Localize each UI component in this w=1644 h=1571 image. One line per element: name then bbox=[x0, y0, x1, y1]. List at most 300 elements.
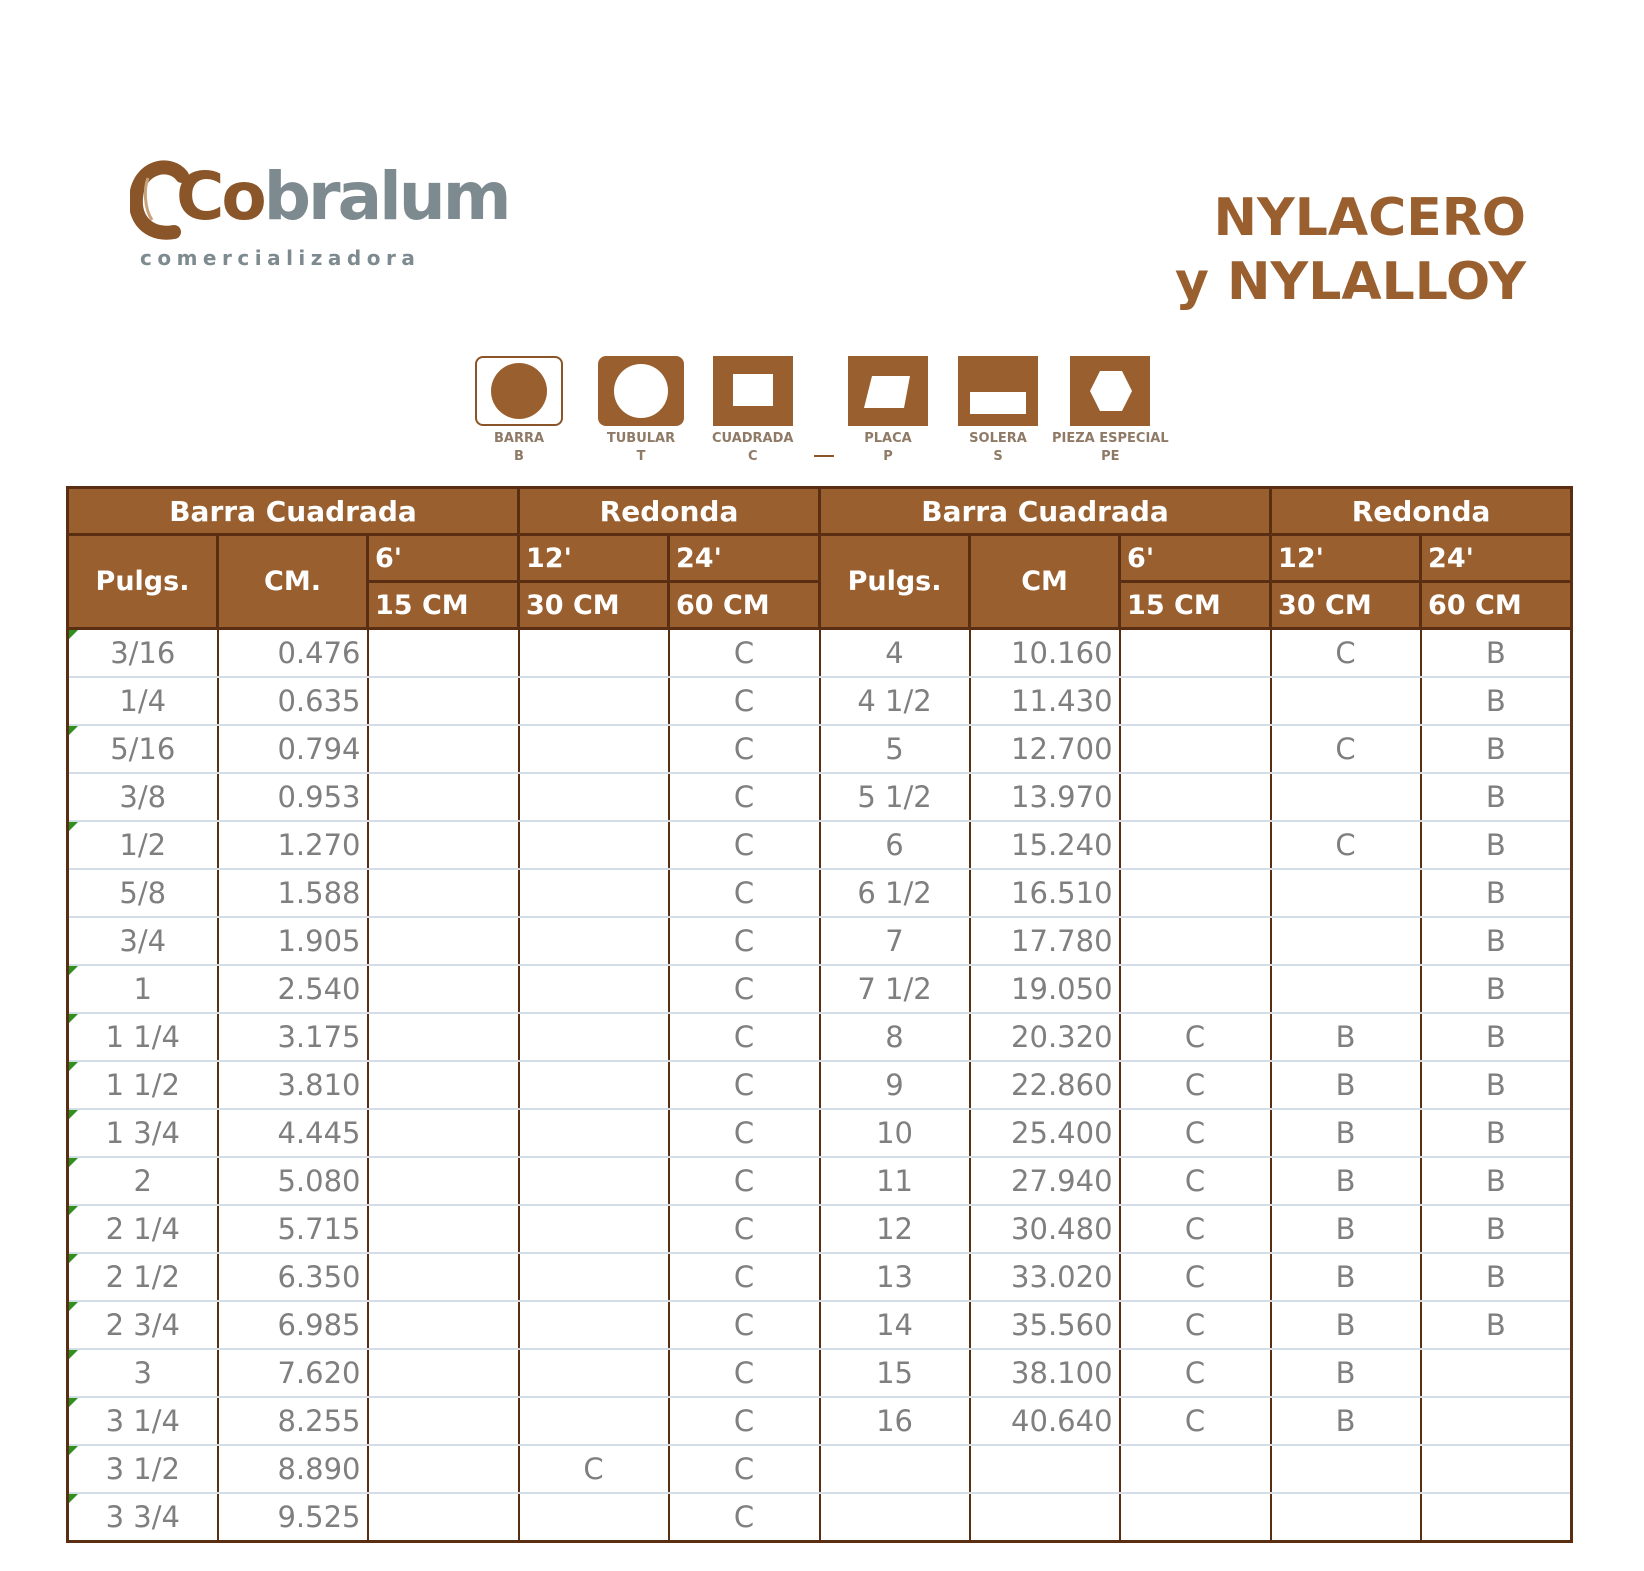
table-row bbox=[68, 1109, 1572, 1157]
table-cell bbox=[519, 917, 669, 965]
shape-tubular bbox=[598, 356, 684, 466]
table-cell bbox=[1421, 1109, 1572, 1157]
table-cell bbox=[218, 917, 368, 965]
table-cell bbox=[669, 1157, 820, 1205]
cell-value: C bbox=[733, 684, 755, 718]
table-cell bbox=[368, 1349, 519, 1397]
table-cell bbox=[218, 1253, 368, 1301]
table-cell bbox=[519, 1493, 669, 1542]
cell-value: 6.985 bbox=[277, 1308, 361, 1342]
cell-value: C bbox=[733, 876, 755, 910]
cell-value: 3.810 bbox=[277, 1068, 361, 1102]
cell-value: C bbox=[733, 1452, 755, 1486]
cell-value: C bbox=[1184, 1020, 1206, 1054]
placa-icon bbox=[848, 356, 928, 426]
cell-value: C bbox=[733, 1356, 755, 1390]
header-pulgs-right: Pulgs. bbox=[820, 535, 970, 629]
table-cell bbox=[970, 821, 1120, 869]
cell-marker-icon bbox=[69, 630, 78, 639]
table-row bbox=[68, 773, 1572, 821]
header-24ft-right: 24' bbox=[1421, 535, 1572, 582]
table-cell bbox=[218, 1397, 368, 1445]
cell-marker-icon bbox=[69, 1110, 78, 1119]
table-row bbox=[68, 965, 1572, 1013]
table-cell bbox=[1271, 1349, 1421, 1397]
table-cell bbox=[669, 821, 820, 869]
cell-value: 5.715 bbox=[277, 1212, 361, 1246]
cell-value: 14 bbox=[876, 1308, 913, 1342]
table-cell bbox=[68, 1157, 218, 1205]
cell-value: C bbox=[1184, 1164, 1206, 1198]
table-cell bbox=[970, 1061, 1120, 1109]
table-cell bbox=[970, 629, 1120, 678]
shape-placa-code: P bbox=[883, 449, 893, 464]
table-cell bbox=[1421, 821, 1572, 869]
table-cell bbox=[820, 1109, 970, 1157]
table-cell bbox=[519, 821, 669, 869]
table-cell bbox=[218, 1445, 368, 1493]
cell-value: C bbox=[733, 1164, 755, 1198]
table-cell bbox=[1120, 725, 1271, 773]
hexagon-icon bbox=[1070, 356, 1150, 426]
table-cell bbox=[1421, 965, 1572, 1013]
table-cell bbox=[368, 1157, 519, 1205]
table-row bbox=[68, 1157, 1572, 1205]
table-cell bbox=[68, 1061, 218, 1109]
table-cell bbox=[519, 677, 669, 725]
table-cell bbox=[1271, 869, 1421, 917]
header-12ft-left: 12' bbox=[519, 535, 669, 582]
header-24ft-left: 24' bbox=[669, 535, 820, 582]
cell-value: 8 bbox=[885, 1020, 904, 1054]
cell-value: 3 bbox=[133, 1356, 152, 1390]
cell-marker-icon bbox=[69, 1062, 78, 1071]
table-cell bbox=[1120, 917, 1271, 965]
table-cell bbox=[1421, 917, 1572, 965]
table-cell bbox=[1120, 1253, 1271, 1301]
table-row bbox=[68, 1349, 1572, 1397]
cell-value: C bbox=[1335, 828, 1356, 862]
cell-value: 5/8 bbox=[119, 876, 167, 910]
header-cm-right: CM bbox=[970, 535, 1120, 629]
table-cell bbox=[820, 1205, 970, 1253]
table-cell bbox=[970, 677, 1120, 725]
table-cell bbox=[970, 1205, 1120, 1253]
header-redonda-left: Redonda bbox=[519, 488, 820, 535]
cell-value: 3/8 bbox=[119, 780, 167, 814]
table-cell bbox=[669, 917, 820, 965]
table-cell bbox=[218, 773, 368, 821]
cell-value: B bbox=[1485, 876, 1506, 910]
table-cell bbox=[368, 965, 519, 1013]
cell-value: 17.780 bbox=[1011, 924, 1113, 958]
table-cell bbox=[68, 677, 218, 725]
table-cell bbox=[519, 1109, 669, 1157]
cell-value: 13 bbox=[876, 1260, 913, 1294]
cell-value: C bbox=[733, 1500, 755, 1534]
tubular-icon bbox=[598, 356, 684, 426]
header-60cm-left: 60 CM bbox=[669, 582, 820, 629]
table-cell bbox=[68, 629, 218, 678]
table-cell bbox=[218, 725, 368, 773]
table-cell bbox=[1421, 725, 1572, 773]
table-cell bbox=[970, 1349, 1120, 1397]
cell-value: 20.320 bbox=[1011, 1020, 1113, 1054]
cell-marker-icon bbox=[69, 1254, 78, 1263]
cell-value: B bbox=[1335, 1164, 1356, 1198]
table-cell bbox=[970, 1445, 1120, 1493]
table-cell bbox=[68, 1445, 218, 1493]
table-cell bbox=[519, 773, 669, 821]
cell-value: B bbox=[1335, 1308, 1356, 1342]
cell-value: 5.080 bbox=[277, 1164, 361, 1198]
table-cell bbox=[68, 917, 218, 965]
cell-value: 1.588 bbox=[277, 876, 361, 910]
table-cell bbox=[1271, 1205, 1421, 1253]
cell-value: 2 bbox=[133, 1164, 152, 1198]
table-cell bbox=[1271, 1061, 1421, 1109]
table-cell bbox=[1120, 773, 1271, 821]
header-30cm-left: 30 CM bbox=[519, 582, 669, 629]
cell-value: 9 bbox=[885, 1068, 904, 1102]
table-cell bbox=[68, 1205, 218, 1253]
header-30cm-right: 30 CM bbox=[1271, 582, 1421, 629]
table-cell bbox=[519, 1397, 669, 1445]
table-cell bbox=[1421, 629, 1572, 678]
cell-value: 6 1/2 bbox=[857, 876, 932, 910]
table-cell bbox=[218, 965, 368, 1013]
table-cell bbox=[1120, 1445, 1271, 1493]
table-cell bbox=[1421, 1301, 1572, 1349]
table-cell bbox=[1421, 677, 1572, 725]
shape-solera-code: S bbox=[993, 449, 1003, 464]
table-cell bbox=[519, 1061, 669, 1109]
table-row bbox=[68, 1301, 1572, 1349]
table-cell bbox=[218, 1493, 368, 1542]
cell-value: C bbox=[1184, 1404, 1206, 1438]
table-cell bbox=[1271, 629, 1421, 678]
table-cell bbox=[368, 1109, 519, 1157]
cell-value: 7 bbox=[885, 924, 904, 958]
cell-marker-icon bbox=[69, 1494, 78, 1503]
cell-value: 1/2 bbox=[119, 828, 167, 862]
cuadrada-icon bbox=[713, 356, 793, 426]
table-cell bbox=[368, 1205, 519, 1253]
header-6ft-left: 6' bbox=[368, 535, 519, 582]
shape-barra bbox=[475, 356, 563, 466]
table-row bbox=[68, 1061, 1572, 1109]
table-cell bbox=[820, 869, 970, 917]
table-cell bbox=[519, 1349, 669, 1397]
table-cell bbox=[218, 821, 368, 869]
cell-value: C bbox=[733, 1020, 755, 1054]
cell-value: 0.635 bbox=[277, 684, 361, 718]
table-cell bbox=[519, 1205, 669, 1253]
table-cell bbox=[519, 869, 669, 917]
table-cell bbox=[1120, 1349, 1271, 1397]
table-cell bbox=[820, 1253, 970, 1301]
table-cell bbox=[1271, 1301, 1421, 1349]
cell-value: B bbox=[1485, 1116, 1506, 1150]
cell-value: B bbox=[1485, 1260, 1506, 1294]
cell-value: 19.050 bbox=[1011, 972, 1113, 1006]
table-cell bbox=[1271, 1397, 1421, 1445]
shape-solera bbox=[958, 356, 1038, 466]
table-row bbox=[68, 917, 1572, 965]
cell-value: 4 1/2 bbox=[857, 684, 932, 718]
table-cell bbox=[1120, 965, 1271, 1013]
cell-marker-icon bbox=[69, 1158, 78, 1167]
cell-value: C bbox=[1335, 732, 1356, 766]
cell-marker-icon bbox=[69, 726, 78, 735]
cell-value: 1 3/4 bbox=[105, 1116, 180, 1150]
cell-value: 5 bbox=[885, 732, 904, 766]
table-cell bbox=[68, 725, 218, 773]
table-cell bbox=[820, 1493, 970, 1542]
table-cell bbox=[519, 1013, 669, 1061]
table-cell bbox=[519, 1253, 669, 1301]
cell-marker-icon bbox=[69, 1014, 78, 1023]
table-cell bbox=[368, 869, 519, 917]
table-cell bbox=[218, 1349, 368, 1397]
table-cell bbox=[1120, 1109, 1271, 1157]
cell-value: 1 bbox=[133, 972, 152, 1006]
table-cell bbox=[368, 821, 519, 869]
cell-marker-icon bbox=[69, 1446, 78, 1455]
table-cell bbox=[368, 629, 519, 678]
table-cell bbox=[1421, 1061, 1572, 1109]
cell-value: C bbox=[733, 1260, 755, 1294]
shape-placa bbox=[848, 356, 928, 466]
cell-value: 3 1/4 bbox=[105, 1404, 180, 1438]
cell-value: 1.905 bbox=[277, 924, 361, 958]
table-cell bbox=[68, 773, 218, 821]
cell-value: 3 3/4 bbox=[105, 1500, 180, 1534]
table-cell bbox=[1271, 821, 1421, 869]
table-cell bbox=[218, 1109, 368, 1157]
table-cell bbox=[820, 725, 970, 773]
product-title bbox=[1175, 186, 1526, 314]
table-cell bbox=[970, 917, 1120, 965]
cell-value: 33.020 bbox=[1011, 1260, 1113, 1294]
table-cell bbox=[1120, 677, 1271, 725]
table-row bbox=[68, 1253, 1572, 1301]
shape-barra-code: B bbox=[514, 449, 524, 464]
cell-value: 2 1/4 bbox=[105, 1212, 180, 1246]
table-cell bbox=[1421, 1205, 1572, 1253]
cell-value: C bbox=[733, 1404, 755, 1438]
table-cell bbox=[669, 1301, 820, 1349]
table-cell bbox=[669, 1493, 820, 1542]
table-cell bbox=[1271, 1493, 1421, 1542]
cell-value: 6 bbox=[885, 828, 904, 862]
table-row bbox=[68, 629, 1572, 678]
table-cell bbox=[820, 1445, 970, 1493]
cell-value: C bbox=[733, 780, 755, 814]
table-cell bbox=[368, 1445, 519, 1493]
cell-value: 25.400 bbox=[1011, 1116, 1113, 1150]
table-cell bbox=[669, 1253, 820, 1301]
table-cell bbox=[368, 1253, 519, 1301]
cell-value: 1.270 bbox=[277, 828, 361, 862]
shape-pieza-especial-code: PE bbox=[1101, 449, 1120, 464]
shape-solera-name: SOLERA bbox=[969, 431, 1027, 446]
cell-marker-icon bbox=[69, 822, 78, 831]
table-cell bbox=[368, 677, 519, 725]
table-cell bbox=[970, 965, 1120, 1013]
table-cell bbox=[1120, 1013, 1271, 1061]
cell-value: 2.540 bbox=[277, 972, 361, 1006]
cell-value: 2 1/2 bbox=[105, 1260, 180, 1294]
table-cell bbox=[1271, 965, 1421, 1013]
header-15cm-right: 15 CM bbox=[1120, 582, 1271, 629]
cell-marker-icon bbox=[69, 1398, 78, 1407]
table-cell bbox=[68, 1109, 218, 1157]
cell-value: B bbox=[1485, 1212, 1506, 1246]
cell-value: B bbox=[1485, 684, 1506, 718]
shape-cuadrada-code: C bbox=[747, 449, 758, 464]
cell-value: B bbox=[1335, 1356, 1356, 1390]
cell-value: 5/16 bbox=[110, 732, 176, 766]
table-cell bbox=[1271, 917, 1421, 965]
table-cell bbox=[1421, 1397, 1572, 1445]
table-cell bbox=[68, 1493, 218, 1542]
table-row bbox=[68, 869, 1572, 917]
cell-value: C bbox=[733, 636, 755, 670]
cell-value: 22.860 bbox=[1011, 1068, 1113, 1102]
cell-value: B bbox=[1335, 1068, 1356, 1102]
table-cell bbox=[820, 1349, 970, 1397]
table-cell bbox=[368, 773, 519, 821]
shape-placa-name: PLACA bbox=[864, 431, 912, 446]
table-cell bbox=[820, 1157, 970, 1205]
table-cell bbox=[669, 1445, 820, 1493]
cell-value: 4 bbox=[885, 636, 904, 670]
cell-value: C bbox=[1184, 1356, 1206, 1390]
table-cell bbox=[218, 1157, 368, 1205]
header-60cm-right: 60 CM bbox=[1421, 582, 1572, 629]
shape-pieza-especial-name: PIEZA ESPECIAL bbox=[1052, 431, 1169, 446]
table-cell bbox=[669, 965, 820, 1013]
table-cell bbox=[669, 1109, 820, 1157]
logo-wordmark: Cobralum bbox=[176, 158, 509, 235]
table-cell bbox=[1271, 1445, 1421, 1493]
table-cell bbox=[820, 677, 970, 725]
table-cell bbox=[1271, 1253, 1421, 1301]
table-cell bbox=[1120, 821, 1271, 869]
cell-value: 2 3/4 bbox=[105, 1308, 180, 1342]
table-cell bbox=[519, 1157, 669, 1205]
table-cell bbox=[820, 1061, 970, 1109]
cell-value: C bbox=[583, 1452, 604, 1486]
cell-value: 12.700 bbox=[1011, 732, 1113, 766]
barra-icon bbox=[475, 356, 563, 426]
cell-value: 27.940 bbox=[1011, 1164, 1113, 1198]
table-cell bbox=[970, 869, 1120, 917]
cell-value: B bbox=[1335, 1404, 1356, 1438]
cell-value: C bbox=[733, 828, 755, 862]
cell-value: 8.890 bbox=[277, 1452, 361, 1486]
shape-cuadrada bbox=[712, 356, 793, 466]
cell-value: C bbox=[733, 1068, 755, 1102]
header-pulgs-left: Pulgs. bbox=[68, 535, 218, 629]
table-cell bbox=[970, 725, 1120, 773]
cell-value: 7.620 bbox=[277, 1356, 361, 1390]
cell-value: 4.445 bbox=[277, 1116, 361, 1150]
table-cell bbox=[218, 1205, 368, 1253]
cell-value: B bbox=[1335, 1260, 1356, 1294]
cell-value: C bbox=[733, 732, 755, 766]
table-cell bbox=[970, 1397, 1120, 1445]
table-cell bbox=[519, 629, 669, 678]
table-cell bbox=[820, 773, 970, 821]
table-cell bbox=[218, 677, 368, 725]
table-cell bbox=[1271, 1013, 1421, 1061]
shape-tubular-code: T bbox=[636, 449, 646, 464]
table-cell bbox=[519, 965, 669, 1013]
table-cell bbox=[820, 1397, 970, 1445]
header-6ft-right: 6' bbox=[1120, 535, 1271, 582]
cell-value: B bbox=[1485, 972, 1506, 1006]
cell-value: C bbox=[733, 972, 755, 1006]
cell-value: 1 1/4 bbox=[105, 1020, 180, 1054]
table-cell bbox=[68, 1349, 218, 1397]
table-cell bbox=[1421, 1013, 1572, 1061]
table-cell bbox=[820, 1013, 970, 1061]
table-cell bbox=[519, 1445, 669, 1493]
cell-value: C bbox=[1335, 636, 1356, 670]
table-row bbox=[68, 677, 1572, 725]
table-cell bbox=[820, 821, 970, 869]
table-row bbox=[68, 1493, 1572, 1542]
cell-value: 3/16 bbox=[110, 636, 176, 670]
cell-value: 3/4 bbox=[119, 924, 167, 958]
cell-value: B bbox=[1485, 1020, 1506, 1054]
cell-value: 10.160 bbox=[1011, 636, 1113, 670]
table-cell bbox=[970, 1253, 1120, 1301]
table-row bbox=[68, 821, 1572, 869]
shape-barra-name: BARRA bbox=[493, 431, 545, 446]
cell-value: 15 bbox=[876, 1356, 913, 1390]
shape-tubular-name: TUBULAR bbox=[606, 431, 676, 446]
solera-icon bbox=[958, 356, 1038, 426]
cell-value: 11 bbox=[876, 1164, 913, 1198]
cell-value: B bbox=[1485, 732, 1506, 766]
cell-value: C bbox=[1184, 1212, 1206, 1246]
shape-legend bbox=[0, 356, 1644, 466]
table-cell bbox=[1271, 725, 1421, 773]
table-cell bbox=[218, 869, 368, 917]
cell-value: 6.350 bbox=[277, 1260, 361, 1294]
table-cell bbox=[368, 1397, 519, 1445]
table-cell bbox=[820, 1301, 970, 1349]
cell-value: 0.476 bbox=[277, 636, 361, 670]
table-cell bbox=[1421, 869, 1572, 917]
cell-value: 40.640 bbox=[1011, 1404, 1113, 1438]
cell-value: C bbox=[733, 1212, 755, 1246]
table-cell bbox=[669, 1349, 820, 1397]
table-cell bbox=[820, 629, 970, 678]
shape-pieza-especial bbox=[1052, 356, 1169, 466]
cell-value: 1/4 bbox=[119, 684, 167, 718]
header-redonda-right: Redonda bbox=[1271, 488, 1572, 535]
sizes-table bbox=[66, 486, 1573, 1543]
table-cell bbox=[368, 1061, 519, 1109]
cell-value: 7 1/2 bbox=[857, 972, 932, 1006]
cell-marker-icon bbox=[69, 966, 78, 975]
table-cell bbox=[1120, 869, 1271, 917]
shape-cuadrada-name: CUADRADA bbox=[712, 431, 794, 446]
